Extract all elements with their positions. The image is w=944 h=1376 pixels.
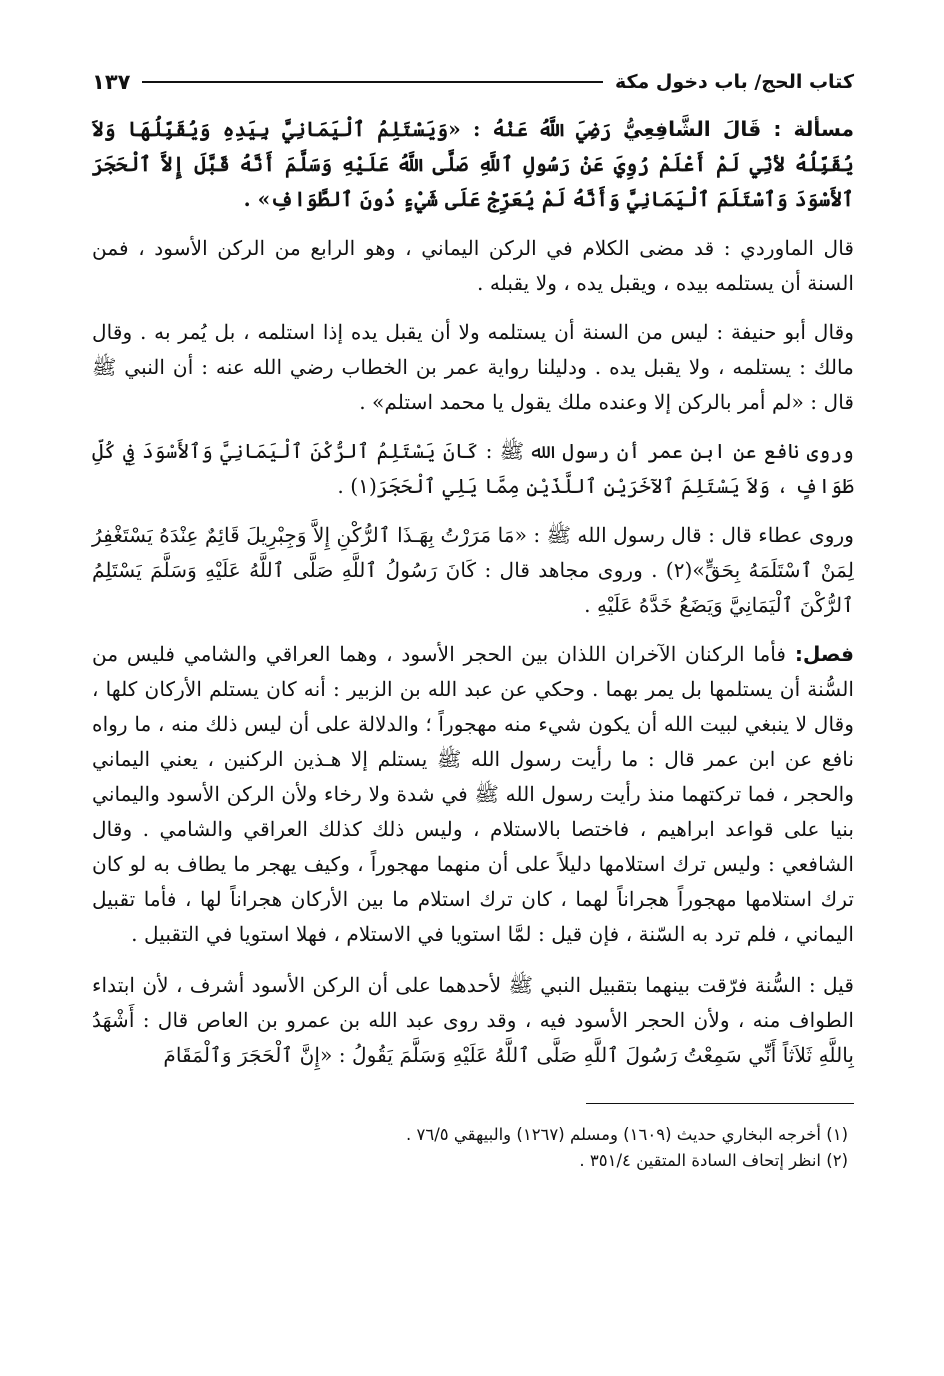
chapter-title: كتاب الحج/ باب دخول مكة [614,71,854,93]
footnotes [92,1122,854,1174]
footnote-rule [586,1103,854,1104]
main-text [92,112,854,1073]
paragraph-text: رَضِيَ اللَّهُ عَنْهُ : «وَيَسْتَلِمُ ٱلْيَمَانِيَّ بِيَدِهِ وَيُقَبِّلُهَا وَلاَ يُقَبِّلُهُ لأنِّي لَمْ أَعْلَمْ رُوِيَ عَنْ رَسُولِ ٱللَّهِ صَلَّى اللَّهُ عَلَيْهِ وَسَلَّمَ أَنَّهُ قَبَّلَ إِلاَّ ٱلْحَجَرَ ٱلأَسْوَدَ وَٱسْتَلَمَ ٱلْيَمَانِيَّ وَأَنَّهُ لَمْ يُعَرِّجْ عَلَى شَيْءٍ دُونَ ٱلطَّوَافِ» . [92,117,854,211]
paragraph-lead: فصل: [794,642,855,666]
paragraph-text: وروى عطاء قال : قال رسول الله ﷺ : «مَا مَرَرْتُ بِهَـذَا ٱلرُّكْنِ إِلاَّ وَجِبْرِيلَ قَائِمٌ عِنْدَهُ يَسْتَغْفِرُ لِمَنْ ٱسْتَلَمَهُ بِحَقٍّ»(٢) . وروى مجاهد قال : كَانَ رَسُولُ ٱللَّهِ صَلَّى ٱللَّهُ عَلَيْهِ وَسَلَّمَ يَسْتَلِمُ ٱلرُّكْنَ ٱلْيَمَانِيَّ وَيَضَعُ خَدَّهُ عَلَيْهِ . [92,523,854,617]
paragraph-ata [92,518,854,623]
paragraph-text: وروى نافع عن ابن عمر أن رسول الله ﷺ : كَانَ يَسْتَلِمُ ٱلرُّكْنَ ٱلْيَمَانِيَّ وَٱلأَسْوَدَ فِي كُلِّ طَوَافٍ ، وَلاَ يَسْتَلِمَ ٱلآخَرَيْنِ ٱللَّذَيْنِ مِمَّا يَلِي ٱلْحَجَرَ(١) . [92,439,854,498]
paragraph-lead: مسألة : قَالَ الشَّافِعِيُّ [623,117,855,141]
paragraph-qila [92,968,854,1073]
paragraph-abu-hanifa [92,315,854,420]
running-header [92,62,854,102]
paragraph-nafi [92,434,854,504]
paragraph-fasl [92,637,854,952]
page-number: ١٣٧ [92,70,131,94]
paragraph-text: وقال أبو حنيفة : ليس من السنة أن يستلمه ولا أن يقبل يده إذا استلمه ، بل يُمر به . وقال مالك : يستلمه ، ولا يقبل يده . ودليلنا رواية عمر بن الخطاب رضي الله عنه : أن النبي ﷺ قال : «لم أمر بالركن إلا وعنده ملك يقول يا محمد استلم» . [92,320,854,414]
paragraph-text: فأما الركنان الآخران اللذان بين الحجر الأسود ، وهما العراقي والشامي فليس من السُّنة أن يستلمها بل يمر بهما . وحكي عن عبد الله بن الزبير : أنه كان يستلم الأركان كلها ، وقال لا ينبغي لبيت الله أن يكون شيء منه مهجوراً ؛ والدلالة على أن ليس ذلك منه ، ما رواه نافع عن ابن عمر قال : ما رأيت رسول الله ﷺ يستلم إلا هـذين الركنين ، يعني اليماني والحجر ، فما تركتهما منذ رأيت رسول الله ﷺ في شدة ولا رخاء ولأن الركن الأسود واليماني بنيا على قواعد ابراهيم ، فاختصا بالاستلام ، وليس ذلك كذلك العراقي والشامي . وقال الشافعي : وليس ترك استلامها دليلاً على أن منهما مهجوراً ، وكيف يهجر ما يطاف به لو كان ترك استلامها مهجوراً هجراناً لهما ، كان ترك استلام ما بين الأركان هجراناً لها ، فأما تقبيل اليماني ، فلم ترد به السّنة ، فإن قيل : لمَّا استويا في الاستلام ، فهلا استويا في التقبيل . [92,642,854,946]
paragraph-text: قال الماوردي : قد مضى الكلام في الركن اليماني ، وهو الرابع من الركن الأسود ، فمن السنة أن يستلمه بيده ، ويقبل يده ، ولا يقبله . [92,236,854,295]
header-rule [142,81,603,83]
paragraph-mawardi [92,231,854,301]
paragraph-text: قيل : السُّنة فرّقت بينهما بتقبيل النبي ﷺ لأحدهما على أن الركن الأسود أشرف ، لأن ابتداء الطواف منه ، ولأن الحجر الأسود فيه ، وقد روى عبد الله بن عمرو بن العاص قال : أَشْهَدُ بِاللَّهِ ثَلاَثاً أَنِّي سَمِعْتُ رَسُولَ ٱللَّهِ صَلَّى ٱللَّهُ عَلَيْهِ وَسَلَّمَ يَقُولُ : «إِنَّ ٱلْحَجَرَ وَٱلْمَقَامَ [92,973,854,1067]
footnote-1: (١) أخرجه البخاري حديث (١٦٠٩) ومسلم (١٢٦٧) والبيهقي ٧٦/٥ . [406,1125,848,1144]
book-page [92,62,854,1174]
paragraph-masala [92,112,854,217]
footnote-2: (٢) انظر إتحاف السادة المتقين ٣٥١/٤ . [579,1151,848,1170]
